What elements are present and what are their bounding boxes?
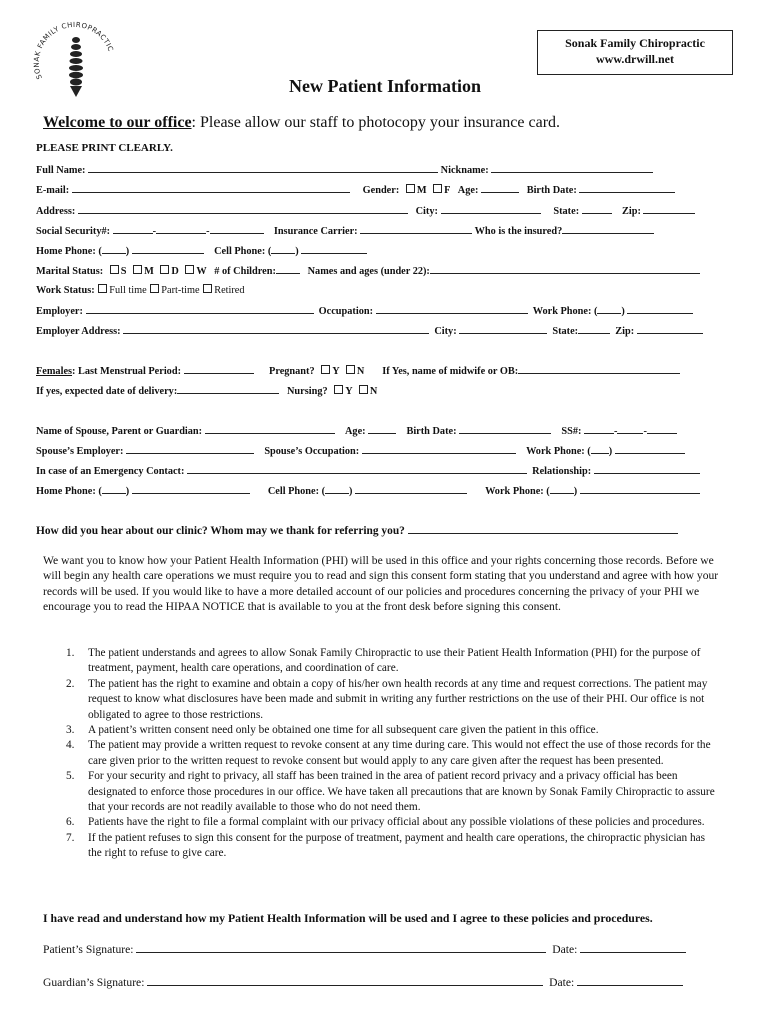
age-label: Age: [457,185,479,196]
full-name-label: Full Name [36,165,83,176]
city-field[interactable] [441,204,541,214]
city-label: City [415,206,435,217]
ss-field-1[interactable] [584,424,614,434]
home-phone-area[interactable] [102,244,126,254]
gender-label: Gender [362,185,396,196]
list-item: 6. Patients have the right to file a formal complaint with our privacy official about any possible violations of these policies and procedures. [66,816,705,829]
list-item: 2. The patient has the right to examine and obtain a copy of his/her own health records at any time and request corrections. The patient may request to know what disclosures have been made and submit in writing any further restrictions on the use of their PHI. Our office is not obligated to agree to those restrictions. [66,677,708,721]
age-field[interactable] [481,183,519,193]
row-work-status [36,284,245,296]
list-item-text: Patients have the right to file a formal complaint with our privacy official about any possible violations of these policies and procedures. [88,816,705,829]
row-phones: Home Phone: ( ) Cell Phone: ( ) [36,244,367,257]
pregnant-yes-label: Y [332,366,340,377]
females-label: Females [36,366,73,377]
spouse-name-field[interactable] [205,424,335,434]
city2-label: City [434,326,454,337]
row-email: E-mail: Gender: M F Age: Birth Date: [36,183,675,196]
referral-field[interactable] [408,524,678,534]
zip-label: Zip [622,206,638,217]
agreement-statement: I have read and understand how my Patient Health Information will be used and I agree to these policies and procedures. [43,911,653,925]
lmp-field[interactable] [184,364,254,374]
row-name: Full Name: Nickname: [36,163,653,176]
pregnant-yes-checkbox[interactable] [321,365,330,374]
who-insured-label: Who is the insured? [474,226,563,237]
marital-label: Marital Status: [36,266,104,277]
pregnant-no-checkbox[interactable] [346,365,355,374]
retired-checkbox[interactable] [203,284,212,293]
row-address: Address: City: State: Zip: [36,204,695,217]
insurance-field[interactable] [360,224,472,234]
row-spouse-employer: Spouse’s Employer: Spouse’s Occupation: Work Phone: ( ) [36,444,685,457]
email-label: E-mail: [36,185,70,196]
zip-field[interactable] [643,204,695,214]
work-phone2-field[interactable] [615,444,685,454]
age2-field[interactable] [368,424,396,434]
row-spouse: Name of Spouse, Parent or Guardian: Age: Birth Date: SS#: - - [36,424,677,437]
row-marital [36,264,700,277]
emergency-field[interactable] [187,464,527,474]
due-date-field[interactable] [177,384,279,394]
work-phone-field[interactable] [627,304,693,314]
work-phone3-field[interactable] [580,484,700,494]
email-field[interactable] [72,183,350,193]
part-time-label: Part-time [161,285,200,296]
marital-d-checkbox[interactable] [160,265,169,274]
part-time-checkbox[interactable] [150,284,159,293]
row-emergency-phones: Home Phone: ( ) Cell Phone: ( ) Work Phone: ( ) [36,484,700,497]
employer-field[interactable] [86,304,314,314]
work-phone2-area[interactable] [591,444,609,454]
gender-m-label: M [416,185,427,196]
referral-row [36,524,678,537]
due-date-label: If yes, expected date of delivery: [36,386,178,397]
state2-label: State: [552,326,579,337]
nickname-label: Nickname: [440,165,489,176]
work-phone3-area[interactable] [550,484,574,494]
work-phone-label: Work Phone: ( [532,306,598,317]
children-label: # of Children: [214,266,276,277]
ss-field-2[interactable] [617,424,643,434]
list-item-text: A patient’s written consent need only be obtained one time for all subsequent care given the patient in this office. [88,724,599,737]
occupation-label: Occupation [318,306,370,317]
list-item: 7. If the patient refuses to sign this consent for the purpose of treatment, payment and health care operations, the chiropractic physician has the right to refuse to give care. [66,831,706,860]
row-ssn: Social Security#: - - Insurance Carrier: Who is the insured? [36,224,654,237]
names-ages-field[interactable] [430,264,700,274]
home-phone2-label: Home Phone [36,486,93,497]
full-time-label: Full time [109,285,147,296]
state-label: State [553,206,576,217]
cell-phone2-area[interactable] [325,484,349,494]
pregnant-no-label: N [356,366,365,377]
marital-w-label: W [196,266,207,277]
list-item: 3. A patient’s written consent need only be obtained one time for all subsequent care given the patient in this office. [66,724,599,737]
gender-m-checkbox[interactable] [406,184,415,193]
marital-w-checkbox[interactable] [185,265,194,274]
nursing-label: Nursing? [287,386,328,397]
birth-date2-label: Birth Date [406,426,454,437]
relationship-label: Relationship [532,466,588,477]
address-label: Address [36,206,72,217]
birth-date2-field[interactable] [459,424,551,434]
marital-s-checkbox[interactable] [110,265,119,274]
city2-field[interactable] [459,324,547,334]
children-field[interactable] [276,264,300,274]
clinic-info-box [537,30,733,75]
birth-date-field[interactable] [579,183,675,193]
gender-f-checkbox[interactable] [433,184,442,193]
cell-phone-label: Cell Phone: ( [214,246,272,257]
page-title: New Patient Information [289,76,481,96]
marital-s-label: S [120,266,127,277]
guardian-date-label: Date: [549,976,575,989]
consent-list [60,646,720,862]
midwife-field[interactable] [518,364,680,374]
guardian-date-field[interactable] [577,975,683,986]
marital-d-label: D [171,266,179,277]
midwife-label: If Yes, name of midwife or OB: [382,366,519,377]
guardian-signature-row [43,975,683,989]
patient-signature-row [43,942,686,956]
ssn-field-3[interactable] [210,224,264,234]
work-status-label: Work Status: [36,285,95,296]
occupation-field[interactable] [376,304,528,314]
list-item: 4. The patient may provide a written request to revoke consent at any time during care. This would not effect the use of those records for the care given prior to the written request to revoke consent but would apply to any care given after the request has been presented. [66,739,711,767]
spouse-employer-label: Spouse’s Employer: [36,446,124,457]
row-females: Females: Last Menstrual Period: Pregnant? Y N If Yes, name of midwife or OB: [36,364,680,377]
welcome-line [43,114,560,132]
full-name-field[interactable] [88,163,438,173]
state-field[interactable] [582,204,612,214]
list-item: 1. The patient understands and agrees to allow Sonak Family Chiropractic to use their Patient Health Information (PHI) for the purpose of treatment, payment, health care operations, and coordination of care. [66,647,701,675]
home-phone2-area[interactable] [102,484,126,494]
referral-label: How did you hear about our clinic? Whom may we thank for referring you? [36,525,405,537]
welcome-rest: : Please allow our staff to photocopy your insurance card. [191,114,561,131]
cell-phone-area[interactable] [271,244,295,254]
nursing-no-label: N [369,386,378,397]
list-item-text: If the patient refuses to sign this consent for the purpose of treatment, payment and health care operations, the chiropractic physician has the right to refuse to give care. [88,831,706,860]
ss-field-3[interactable] [647,424,677,434]
lmp-label: : Last Menstrual Period [72,366,178,377]
list-item-text: The patient may provide a written request to revoke consent at any time during care. This would not effect the use of those records for the care given prior to the written request to revoke consent but would apply to any care given after the request has been presented. [88,739,711,767]
nursing-yes-checkbox[interactable] [334,385,343,394]
row-employer-address: Employer Address: City: State: Zip: [36,324,703,337]
guardian-signature-label: Guardian’s Signature: [43,976,145,989]
spouse-occupation-label: Spouse’s Occupation [264,446,356,457]
row-emergency: In case of an Emergency Contact: Relationship: [36,464,700,477]
who-insured-field[interactable] [562,224,654,234]
zip2-field[interactable] [637,324,703,334]
birth-date-label: Birth Date [526,185,574,196]
list-item: 5. For your security and right to privacy, all staff has been trained in the area of patient record privacy and a privacy official has been designated to enforce those procedures in our office. We have taken all precautions that are known by Sonak Family Chiropractic to assure that your records are not readily available to those who do not need them. [66,770,715,814]
cell-phone-field[interactable] [301,244,367,254]
work-phone3-label: Work Phone [485,486,541,497]
list-item-text: For your security and right to privacy, all staff has been trained in the area of patient record privacy and a privacy official has been designated to enforce those procedures in our office. We have taken all precautions that are known by Sonak Family Chiropractic to assure that your records are not readily available to those who do not need them. [88,770,715,814]
ssn-field-2[interactable] [156,224,206,234]
spouse-name-label: Name of Spouse, Parent or Guardian [36,426,199,437]
employer-label: Employer [36,306,80,317]
row-due-date [36,384,377,397]
relationship-field[interactable] [594,464,700,474]
list-item-text: The patient has the right to examine and obtain a copy of his/her own health records at any time and request corrections. The patient may request to know what disclosures have been made and submit in writing any further restrictions on the use of their PHI. Our office is not obligated to agree to those restrictions. [88,677,708,721]
clinic-name: Sonak Family Chiropractic [565,36,705,50]
emergency-label: In case of an Emergency Contact [36,466,181,477]
patient-date-field[interactable] [580,942,686,953]
list-item-text: The patient understands and agrees to allow Sonak Family Chiropractic to use their Patient Health Information (PHI) for the purpose of treatment, payment, health care operations, and coordination of care. [88,647,701,675]
employer-address-field[interactable] [123,324,429,334]
nickname-field[interactable] [491,163,653,173]
state2-field[interactable] [578,324,610,334]
home-phone-label: Home Phone: ( [36,246,102,257]
print-clearly: PLEASE PRINT CLEARLY. [36,142,173,154]
full-time-checkbox[interactable] [98,284,107,293]
employer-address-label: Employer Address [36,326,118,337]
svg-text:SONAK FAMILY CHIROPRACTIC: SONAK FAMILY CHIROPRACTIC [32,20,115,81]
spouse-employer-field[interactable] [126,444,254,454]
ss-label: SS#: [561,426,582,437]
nursing-yes-label: Y [345,386,353,397]
marital-m-checkbox[interactable] [133,265,142,274]
welcome-bold: Welcome to our office [43,114,192,131]
work-phone2-label: Work Phone: ( [526,446,591,457]
spouse-occupation-field[interactable] [362,444,516,454]
guardian-signature-field[interactable] [147,975,543,986]
clinic-url: www.drwill.net [596,52,674,66]
home-phone2-field[interactable] [132,484,250,494]
nursing-no-checkbox[interactable] [359,385,368,394]
row-employer: Employer: Occupation: Work Phone: ( ) [36,304,693,317]
work-phone-area[interactable] [597,304,621,314]
ssn-label: Social Security#: [36,226,111,237]
consent-intro: We want you to know how your Patient Health Information (PHI) will be used in this office and your rights concerning those records. Before we will begin any health care operations we must require you to read and sign this consent form stating that you understand and agree with how your records will be used. If you would like to have a more detailed account of our policies and procedures concerning the privacy of your PHI we encourage you to read the HIPAA NOTICE that is available to you at the front desk before signing this consent. [43,554,719,614]
patient-date-label: Date: [552,943,578,956]
cell-phone2-field[interactable] [355,484,467,494]
home-phone-field[interactable] [132,244,204,254]
pregnant-label: Pregnant? [269,366,315,377]
address-field[interactable] [78,204,408,214]
patient-signature-field[interactable] [136,942,546,953]
gender-f-label: F [444,185,451,196]
retired-label: Retired [214,285,245,296]
zip2-label: Zip [615,326,631,337]
names-ages-label: Names and ages (under 22): [307,266,430,277]
marital-m-label: M [144,266,154,277]
cell-phone2-label: Cell Phone [267,486,316,497]
insurance-label: Insurance Carrier: [273,226,358,237]
patient-signature-label: Patient’s Signature: [43,943,134,956]
age2-label: Age [344,426,363,437]
ssn-field-1[interactable] [113,224,153,234]
